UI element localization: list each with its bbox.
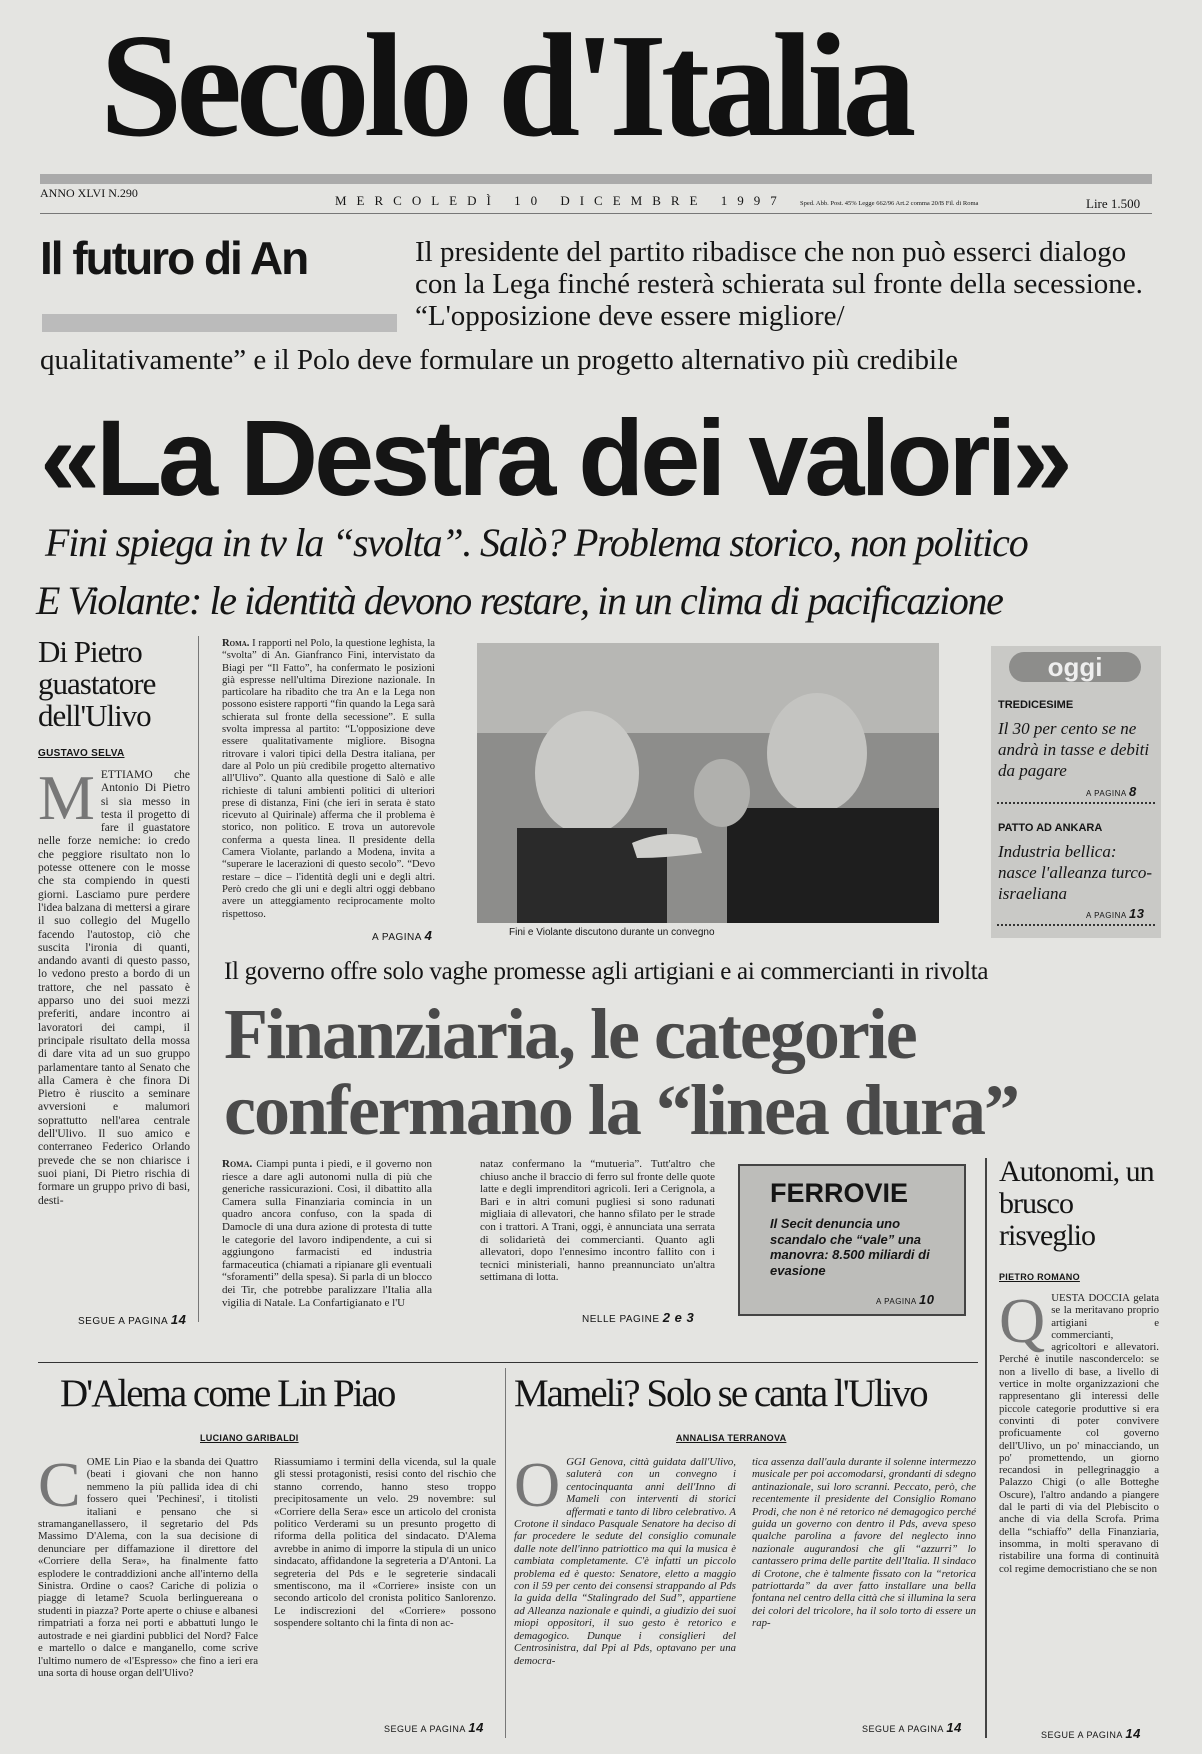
- oggi-dotted-divider: [997, 802, 1155, 804]
- autonomi-body: [999, 1292, 1159, 1752]
- dipietro-text: testa il progetto di fare il guastatore nelle forze nemiche: io credo che peggiore risultato non lo potesse ottenere con le mosse che sta compiendo in questi giorni. Lasciamo pure perdere l'idea balzana di mettersi a girare il suo collegio del Mugello facendo l'autostop, ciò che suscita l'ironia di quanti, andando avanti di questo passo, lo vedono presto a bordo di un trattore, che nel passato è apparso uno dei suoi mezzi preferiti, andare incontro ai lavoratori dei campi, il principale risultato della mossa di dare vita ad un suo gruppo parlamentare tanto al Senato che alla Camera è che finora Di Pietro è riuscito a seminare avversioni e malumori soprattutto nell'area centrale dell'Ulivo. Il suo amico e conterraneo Federico Orlando prevede che se non chiarisce i suoi piani, Di Pietro rischia di formare un gruppo privo di basi, desti-: [38, 808, 190, 1207]
- oggi-box: [991, 646, 1161, 938]
- dalema-article: [38, 1372, 498, 1742]
- rule-bottom-middle: [505, 1368, 506, 1738]
- lead-body-dateline: Roma.: [222, 638, 250, 649]
- postal-info: Sped. Abb. Post. 45% Legge 662/96 Art.2 comma 20/B Fil. di Roma: [800, 200, 979, 207]
- mameli-text-2: tica assenza dall'aula durante il solenne intermezzo musicale per poi accomodarsi, grondanti di sdegno antinazionale, sui loro scranni. Peccato, però, che recentemente il presidente del Consiglio Romano Prodi, che non è né retorico né demagogico perché guida un governo con dentro il Pds, aveva speso qualche parolina a favore del neglecto inno nazionale augurandosi che gli “azzurri” lo cantassero prima delle partite dell'Italia. Il sindaco di Crotone, che è talmente fissato con la “retorica patriottarda” da aver fatto installare una bella fontana nel centro della città che si illumina la sera dei colori del tricolore, ha il solo torto di essere un rap-: [752, 1456, 976, 1630]
- masthead-bottom-rule: [40, 213, 1152, 214]
- kicker-underline: [42, 314, 397, 332]
- finanziaria-kicker: Il governo offre solo vaghe promesse agli artigiani e ai commercianti in rivolta: [224, 958, 989, 985]
- mameli-byline: ANNALISA TERRANOVA: [676, 1433, 787, 1443]
- autonomi-dropcap: Q: [999, 1292, 1046, 1356]
- rule-dipietro: [198, 636, 199, 1322]
- lead-deck: Il presidente del partito ribadisce che non può esserci dialogo con la Lega finché resterà schierata sul fronte della secessione. “L'opposizione deve essere migliore/: [415, 236, 1143, 332]
- finanziaria-text-1: Ciampi punta i piedi, e il governo non riesce a dare agli autonomi nulla di più che generiche rassicurazioni. Così, il dibattito alla Camera sulla Finanziaria comincia in un quadro ancora confuso, con la spada di Damocle di una dura azione di protesta di tutte le categorie del lavoro indipendente, a cui si aggiungono farmacisti ed industria farmaceutica (chiamati a ripianare gli eventuali “sforamenti” della spesa). Si parla di un blocco dei Tir, che potrebbe paralizzare l'Italia alla vigilia di Natale. La Confartigianato e l'U: [222, 1158, 432, 1309]
- finanziaria-dateline: Roma.: [222, 1158, 253, 1170]
- ferrovie-text: Il Secit denuncia uno scandalo che “vale” una manovra: 8.500 miliardi di evasione: [770, 1216, 930, 1278]
- ferrovie-box: [738, 1164, 966, 1316]
- oggi-item-1-text: Il 30 per cento se ne andrà in tasse e debiti da pagare: [998, 719, 1150, 780]
- oggi-badge: oggi: [1009, 652, 1141, 682]
- lead-deck-continued: qualitativamente” e il Polo deve formulare un progetto alternativo più credibile: [40, 344, 959, 376]
- finanziaria-body-1: [222, 1158, 432, 1318]
- mameli-title: Mameli? Solo se canta l'Ulivo: [514, 1372, 927, 1415]
- autonomi-article: [999, 1156, 1159, 1746]
- dalema-body-2: [274, 1456, 496, 1691]
- mameli-body-2: [752, 1456, 976, 1718]
- ferrovie-ref: A PAGINA 10: [876, 1292, 935, 1307]
- issue-date: MERCOLEDÌ 10 DICEMBRE 1997: [335, 193, 787, 208]
- lead-body-text: I rapporti nel Polo, la questione leghista, la “svolta” di An. Gianfranco Fini, intervistato da Biagi per “Il Fatto”, ha confermato le posizioni già espresse nell'ultima Direzione nazionale. In particolare ha ribadito che tra An e la Lega non possono esistere rapporti “fin quando la Lega sarà schierata sul fronte della secessione”. E sulla svolta impressa al partito: “L'opposizione deve essere qualitativamente migliore. Bisogna ritrovare i valori tipici della Destra italiana, per dare al Polo un più credibile progetto alternativo all'Ulivo”. Quanto alla questione di Salò e alle richieste di taluni ambienti politici di ulteriori prese di distanza, Fini (che ieri in serata è stato ricevuto al Quirinale) afferma che il problema è storico, non politico. E trova un autorevole conferma a questa linea. Il presidente della Camera Violante, parlando a Modena, invita a “superare le lacerazioni di questo secolo”. “Devo restare – dice – l'identità degli uni e degli altri. Però credo che gli uni e degli altri oggi debbano avere un atteggiamento reciprocamente molto rispettoso.: [222, 638, 435, 920]
- dipietro-body: [38, 762, 190, 1208]
- finanziaria-headline: Finanziaria, le categorie confermano la “linea dura”: [224, 994, 1018, 1150]
- rule-autonomi: [985, 1158, 987, 1738]
- finanziaria-segue: NELLE PAGINE 2 e 3: [582, 1310, 695, 1325]
- mameli-first-line: GGI Genova, città guidata dall'Ulivo, saluterà con un convegno i centocinquanta anni dell'Inno di Mameli con interventi di storici affermati e tanto: [566, 1456, 736, 1518]
- photo-caption: Fini e Violante discutono durante un convegno: [509, 927, 715, 938]
- lead-subhead-2: E Violante: le identità devono restare, in un clima di pacificazione: [36, 578, 1003, 623]
- lead-headline: «La Destra dei valori»: [40, 397, 1069, 518]
- dipietro-segue: SEGUE A PAGINA 14: [78, 1312, 187, 1327]
- finanziaria-body-2: [480, 1158, 715, 1298]
- autonomi-text: agricoltori e allevatori. Perché è inutile nascondercelo: se non a livello di base, a livello di vertice in molte organizzazioni che rappresentano gli interessi delle piccole categorie produttive si era convinti di poter convivere proficuamente col governo dell'Ulivo, un po' minacciando, un po' promettendo, un giorno recandosi in pellegrinaggio a Palazzo Chigi (o alle Botteghe Oscure), l'altro andando a piangere dal le parti di via del Plebiscito o anche di via della Scrofa. Prima della “schiaffo” della Finanziaria, insomma, in molti speravano di ristabilire una forma di continuità col regime democristiano che se non: [999, 1341, 1159, 1575]
- issue-price: Lire 1.500: [1086, 196, 1141, 211]
- dipietro-dropcap: M: [38, 762, 95, 833]
- dalema-title: D'Alema come Lin Piao: [60, 1372, 395, 1415]
- mameli-article: [514, 1372, 978, 1742]
- photo-placeholder-graphic: [477, 643, 939, 923]
- mameli-body-1: [514, 1456, 736, 1734]
- autonomi-title: Autonomi, un brusco risveglio: [999, 1155, 1154, 1252]
- mameli-segue: SEGUE A PAGINA 14: [862, 1720, 962, 1735]
- oggi-dotted-divider-2: [997, 924, 1155, 926]
- lead-body: [222, 638, 435, 923]
- oggi-item-1-ref: A PAGINA 8: [1086, 784, 1137, 799]
- oggi-item-2-text: Industria bellica: nasce l'alleanza turco-israeliana: [998, 842, 1153, 903]
- mameli-text-1: di libro celebrativo. A Crotone il sindaco Pasquale Senatore ha deciso di far procedere le sedute del consiglio comunale dalle note dell'inno patriottico ma qui la musica è cambiata completamente. C'è infatti un piccolo problema ed è questo: Senatore, eletto a maggio con il 59 per cento dei consensi strappando al Pds la guida della “Stalingrado del Sud”, appartiene ad Alleanza nazionale e quindi, a giudizio dei suoi miopi oppositori, il suo gesto è retorico e demagogico. Dunque i consiglieri del Centrosinistra, dal Ppi al Pds, optavano per una democra-: [514, 1505, 736, 1667]
- lead-kicker: Il futuro di An: [40, 232, 308, 284]
- finanziaria-text-2: nataz confermano la “mutuerìa”. Tutt'altro che chiuso anche il braccio di ferro sul fronte delle quote latte e degli imprenditori agricoli. Ieri a Cerignola, a Bari e in altri comuni pugliesi si sono radunati migliaia di allevatori, che hanno sfilato per le strade con i trattori. A Trani, oggi, è annunciata una serrata di solidarietà dei commercianti. Quanto agli allevatori, dopo l'ennesimo incontro fallito con i tecnici ministeriali, hanno preannunciato un'altra settimana di lotta.: [480, 1158, 715, 1284]
- oggi-item-2-tag: PATTO AD ANKARA: [998, 822, 1103, 834]
- dalema-segue: SEGUE A PAGINA 14: [384, 1720, 484, 1735]
- autonomi-first-line: UESTA DOCCIA gelata se la meritavano proprio artigiani e commercianti,: [1051, 1292, 1159, 1341]
- dalema-dropcap: C: [38, 1456, 81, 1520]
- dalema-text-1: fossero quei 'Pechinesi', i titolisti italiani e pensano che si stramanganellassero, il segretario del Pds Massimo D'Alema, con la sua decisione di denunciare per diffamazione il direttore del «Corriere della Sera», ha finalmente fatto esplodere le contraddizioni anche all'interno della Sinistra. Ordine o caos? Cariche di polizia o piagge di letame? Scuola berlinguereana o studenti in piazza? Porte aperte o chiuse e albanesi rimpatriati a forza nei porti e abbattuti lungo le autostrade e nei giardini pubblici del Nord? Falce e martello o dalce e manganello, come scrive l'ultimo numero de «l'Espresso» che fino a ieri era una sorta di house organ dell'Ulivo?: [38, 1493, 258, 1679]
- oggi-item-1-tag: TREDICESIME: [998, 699, 1074, 711]
- autonomi-segue: SEGUE A PAGINA 14: [1041, 1726, 1141, 1741]
- rule-bottom-section: [38, 1362, 978, 1363]
- oggi-item-2-ref: A PAGINA 13: [1086, 906, 1145, 921]
- lead-subhead-1: Fini spiega in tv la “svolta”. Salò? Problema storico, non politico: [45, 520, 1028, 565]
- mameli-dropcap: O: [514, 1456, 561, 1520]
- dipietro-article: [38, 636, 190, 1326]
- ferrovie-title: FERROVIE: [770, 1178, 909, 1208]
- masthead: [0, 0, 1202, 220]
- dipietro-byline: GUSTAVO SELVA: [38, 748, 125, 759]
- newspaper-title: Secolo d'Italia: [100, 4, 911, 168]
- dipietro-first-line: ETTIAMO che Antonio Di Pietro si sia messo in: [100, 769, 190, 808]
- issue-number: ANNO XLVI N.290: [40, 186, 138, 200]
- dalema-body-1: [38, 1456, 258, 1731]
- dalema-byline: LUCIANO GARIBALDI: [200, 1433, 299, 1443]
- lead-photo: [477, 643, 939, 923]
- masthead-rule: [40, 174, 1152, 184]
- dalema-text-2: Riassumiamo i termini della vicenda, sul la quale gli stessi protagonisti, resisi conto del rischio che stanno correndo, hanno steso troppo precipitosamente un velo. 29 novembre: sul «Corriere della Sera» esce un articolo del cronista politico Verderami su un presunto progetto di riforma della politica del sindacato. D'Alema avrebbe in animo di imporre la stipula di un unico sindacato, affidandone la segreteria a D'Antoni. La segreteria del Pds e le segreterie sindacali smentiscono, ma il «Corriere» insiste con un secondo articolo del cronista politico Sanlorenzo. Le indiscrezioni del «Corriere» possono sospendere soltanto chi la finta di non ac-: [274, 1456, 496, 1630]
- autonomi-byline: PIETRO ROMANO: [999, 1272, 1080, 1282]
- dipietro-title: Di Pietro guastatore dell'Ulivo: [38, 634, 156, 733]
- dalema-first-line: OME Lin Piao e la sbanda dei Quattro (beati i giovani che non hanno nemmeno la più pallida idea di chi: [86, 1456, 258, 1493]
- lead-segue: A PAGINA 4: [372, 928, 433, 943]
